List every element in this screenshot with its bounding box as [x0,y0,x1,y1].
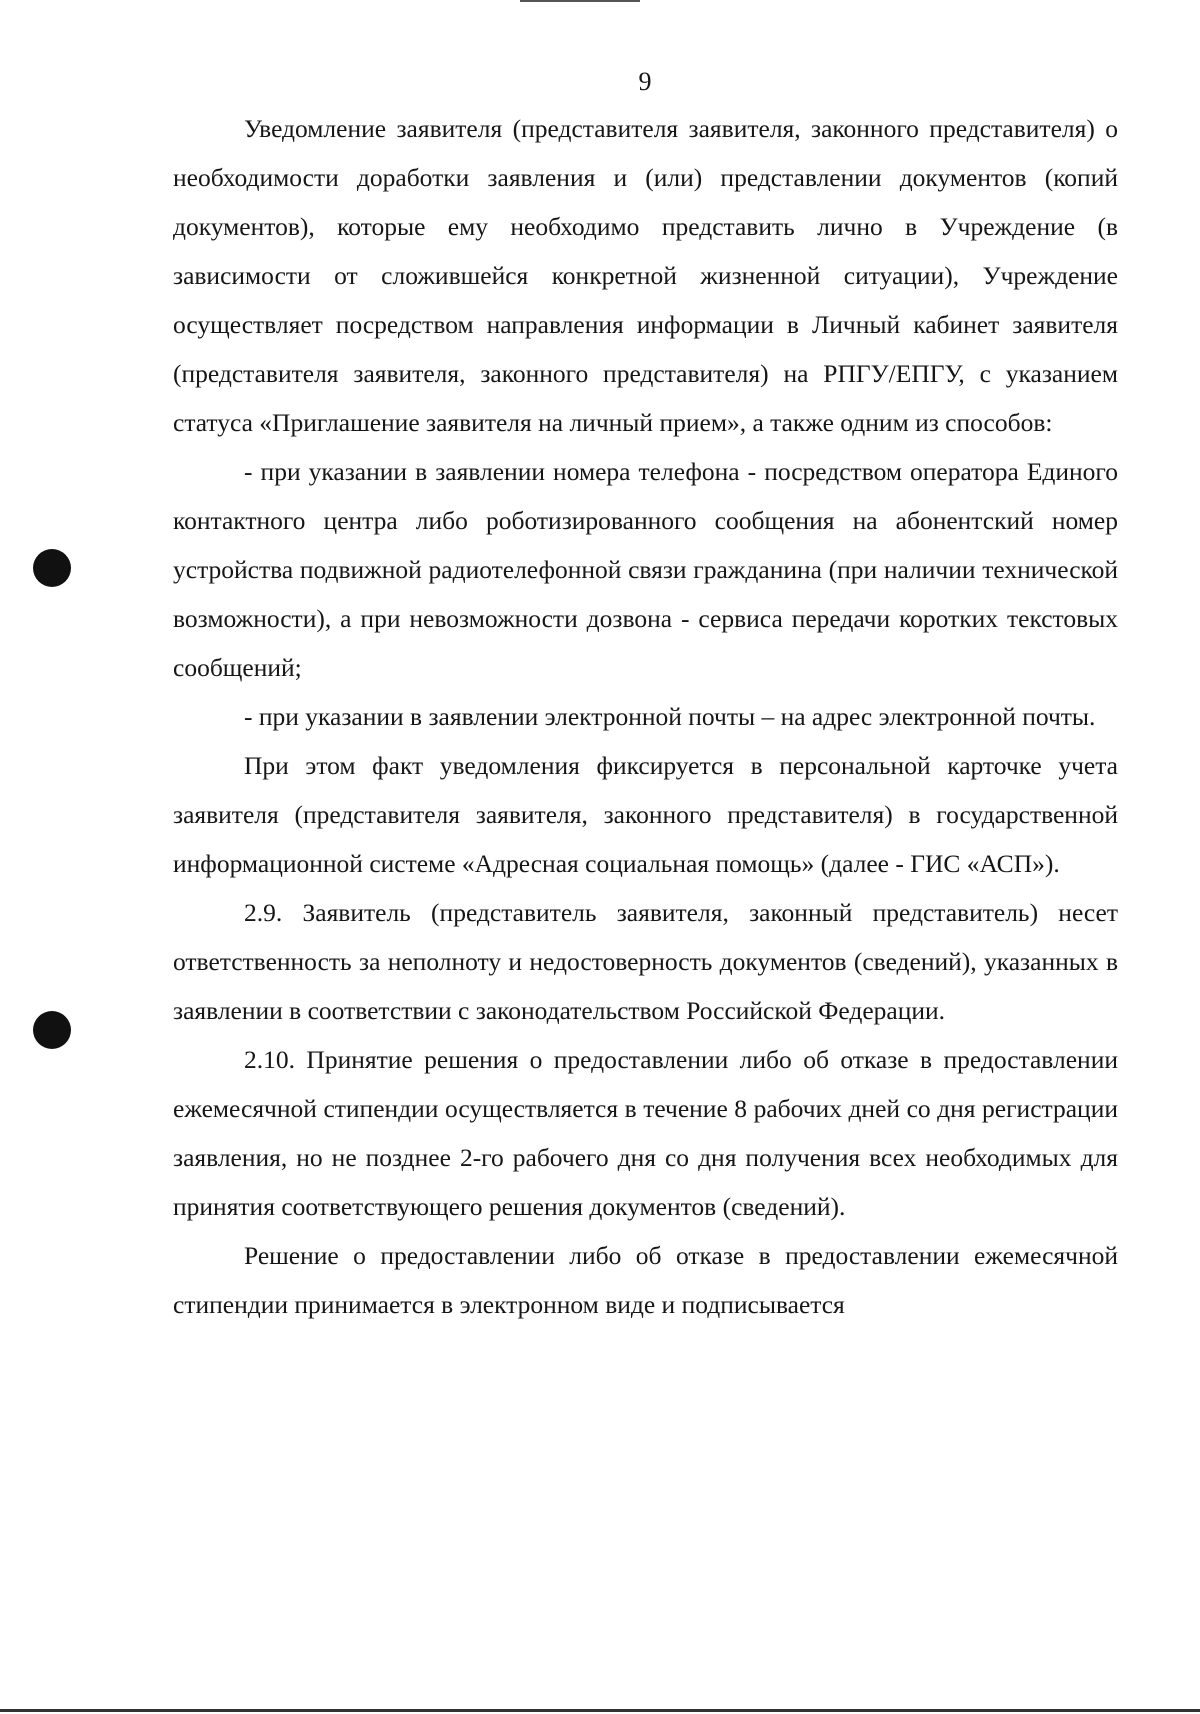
paragraph-email-method: - при указании в заявлении электронной почты – на адрес электронной почты. [244,702,1096,731]
paragraph-2-10: 2.10. Принятие решения о предоставлении либо об отказе в предоставлении ежемесячной стипендии осуществляется в течение 8 рабочих дней со дня регистрации заявления, но не позднее 2-го рабочего дня со дня получения всех необходимых для принятия соответствующего решения документов (сведений). [173,1045,1118,1221]
paragraph-notification-record: При этом факт уведомления фиксируется в персональной карточке учета заявителя (представителя заявителя, законного представителя) в государственной информационной системе «Адресная социальная помощь» (далее - ГИС «АСП»). [173,751,1118,878]
paragraph-phone-method: - при указании в заявлении номера телефона - посредством оператора Единого контактного центра либо роботизированного сообщения на абонентский номер устройства подвижной радиотелефонной связи гражданина (при наличии технической возможности), а при невозможности дозвона - сервиса передачи коротких текстовых сообщений; [173,457,1118,682]
punch-hole-mark [33,549,71,587]
scan-edge-line-top [520,0,640,2]
scan-edge-line-bottom [0,1709,1200,1712]
document-body [173,104,1118,1329]
paragraph-2-9: 2.9. Заявитель (представитель заявителя, законный представитель) несет ответственность за неполноту и недостоверность документов (сведений), указанных в заявлении в соответствии с законодательством Российской Федерации. [173,898,1118,1025]
punch-hole-mark [33,1011,71,1049]
paragraph-notification: Уведомление заявителя (представителя заявителя, законного представителя) о необходимости доработки заявления и (или) представлении документов (копий документов), которые ему необходимо представить лично в Учреждение (в зависимости от сложившейся конкретной жизненной ситуации), Учреждение осуществляет посредством направления информации в Личный кабинет заявителя (представителя заявителя, законного представителя) на РПГУ/ЕПГУ, с указанием статуса «Приглашение заявителя на личный прием», а также одним из способов: [173,114,1118,437]
paragraph-decision: Решение о предоставлении либо об отказе в предоставлении ежемесячной стипендии принимается в электронном виде и подписывается [173,1241,1118,1319]
page-number: 9 [638,67,652,96]
